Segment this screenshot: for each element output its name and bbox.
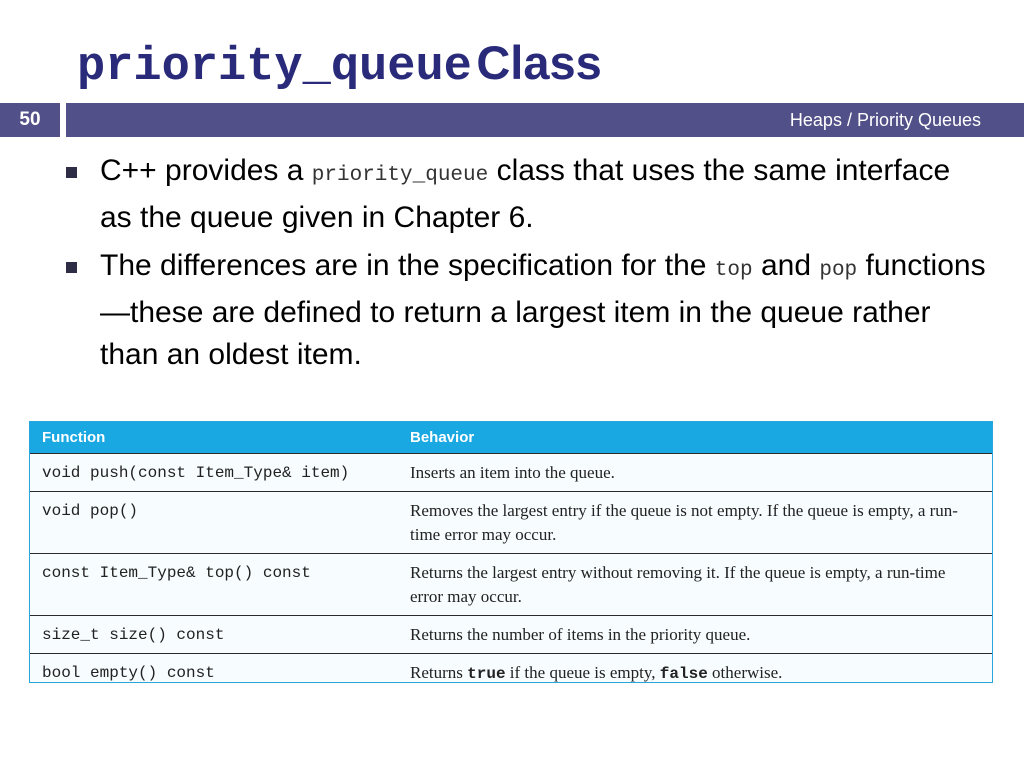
behavior-cell: Inserts an item into the queue. [398, 454, 992, 492]
square-bullet-icon [66, 262, 77, 273]
header-section-label: Heaps / Priority Queues [789, 110, 981, 130]
bullet-code-pop: pop [819, 259, 858, 282]
table-header-row [30, 422, 992, 454]
slide-number: 50 [0, 103, 60, 137]
bullet-code-top: top [714, 259, 753, 282]
bullet-item [66, 245, 986, 376]
square-bullet-icon [66, 167, 77, 178]
slide-title [77, 32, 602, 94]
behavior-text-post: otherwise. [707, 663, 783, 682]
bullet-text-mid: and [752, 249, 820, 282]
behavior-cell: Returns the largest entry without removing it. If the queue is empty, a run-time error may occur. [398, 554, 992, 616]
column-header-function: Function [30, 422, 398, 454]
bullet-code: priority_queue [311, 164, 489, 187]
table-row [30, 492, 992, 554]
behavior-cell [398, 654, 992, 693]
bullet-text-post: functions—these are defined to return a largest item in the queue rather than an oldest item. [100, 249, 986, 371]
bullet-list [66, 150, 986, 382]
slide-title-word: Class [476, 36, 602, 89]
function-cell: bool empty() const [30, 654, 398, 693]
keyword-true: true [467, 665, 506, 683]
behavior-cell: Returns the number of items in the priority queue. [398, 616, 992, 654]
function-cell: const Item_Type& top() const [30, 554, 398, 616]
table-row [30, 454, 992, 492]
function-table [29, 421, 993, 683]
header-bar [66, 103, 1024, 137]
column-header-behavior: Behavior [398, 422, 992, 454]
table-row [30, 616, 992, 654]
table-row [30, 554, 992, 616]
bullet-text-post: class that uses the same interface as the queue given in Chapter 6. [100, 154, 951, 234]
function-cell: size_t size() const [30, 616, 398, 654]
function-cell: void push(const Item_Type& item) [30, 454, 398, 492]
table-row [30, 654, 992, 693]
behavior-text-pre: Returns [410, 663, 468, 682]
slide-title-code: priority_queue [77, 41, 472, 94]
bullet-item [66, 150, 986, 239]
behavior-cell: Removes the largest entry if the queue is not empty. If the queue is empty, a run-time error may occur. [398, 492, 992, 554]
bullet-text-pre: C++ provides a [100, 154, 312, 187]
bullet-text-pre: The differences are in the specification for the [100, 249, 715, 282]
behavior-text-mid: if the queue is empty, [505, 663, 660, 682]
function-cell: void pop() [30, 492, 398, 554]
keyword-false: false [659, 665, 708, 683]
